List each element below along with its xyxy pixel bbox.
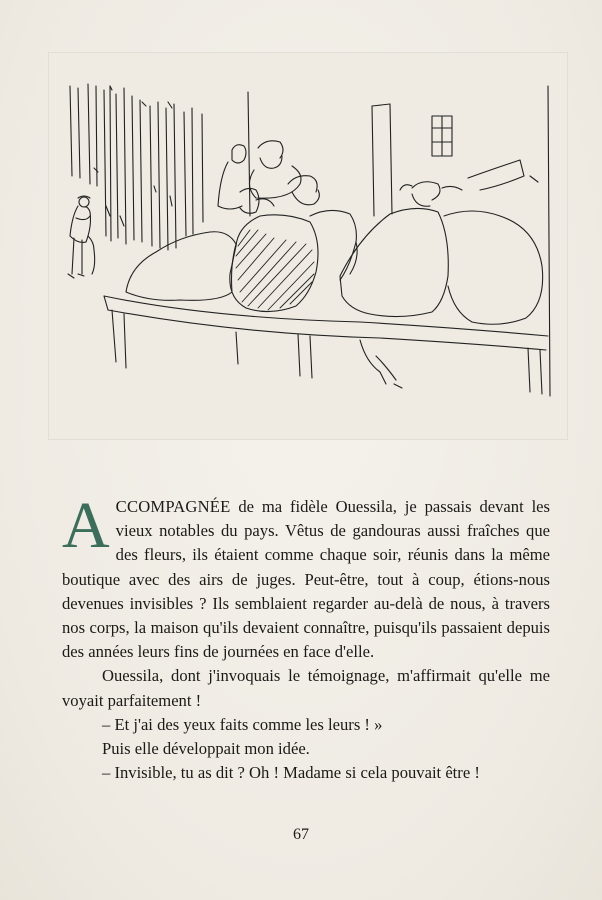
etching-illustration: [60, 66, 556, 410]
bench-platform: [104, 296, 548, 394]
paragraph-1: [62, 489, 550, 664]
dialogue-line-2: – Invisible, tu as dit ? Oh ! Madame si cela pouvait être !: [102, 763, 480, 783]
shop-shutters: [70, 84, 250, 250]
notables-heads: [218, 141, 524, 213]
wall-window: [372, 86, 550, 396]
draped-figures: [126, 208, 543, 324]
cross-hatching: [236, 230, 314, 310]
paragraph-3: Puis elle développait mon idée.: [102, 739, 310, 759]
paragraph-2: Ouessila, dont j'invoquais le témoignage, m'affirmait qu'elle me voyait parfaitement !: [62, 666, 550, 710]
opening-smallcaps: CCOMPAGNÉE: [115, 497, 231, 516]
paragraph-1-text: de ma fidèle Ouessila, je passais devant les vieux notables du pays. Vêtus de gandouras aussi fraîches que des fleurs, ils étaient comme chaque soir, réunis dans la même boutique avec des airs de juges. Peut-être, tout à coup, étions-nous devenues invisibles ? Ils semblaient regarder au-delà de nous, à travers nos corps, la maison qu'ils devaient connaître, puisqu'ils passaient depuis des années leurs fins de journées en face d'elle.: [62, 497, 550, 662]
body-text: [62, 489, 550, 785]
drop-cap: A: [62, 489, 110, 562]
page-number: 67: [293, 826, 309, 843]
dialogue-line-1: – Et j'ai des yeux faits comme les leurs ! »: [102, 714, 383, 734]
standing-figure: [68, 196, 95, 278]
